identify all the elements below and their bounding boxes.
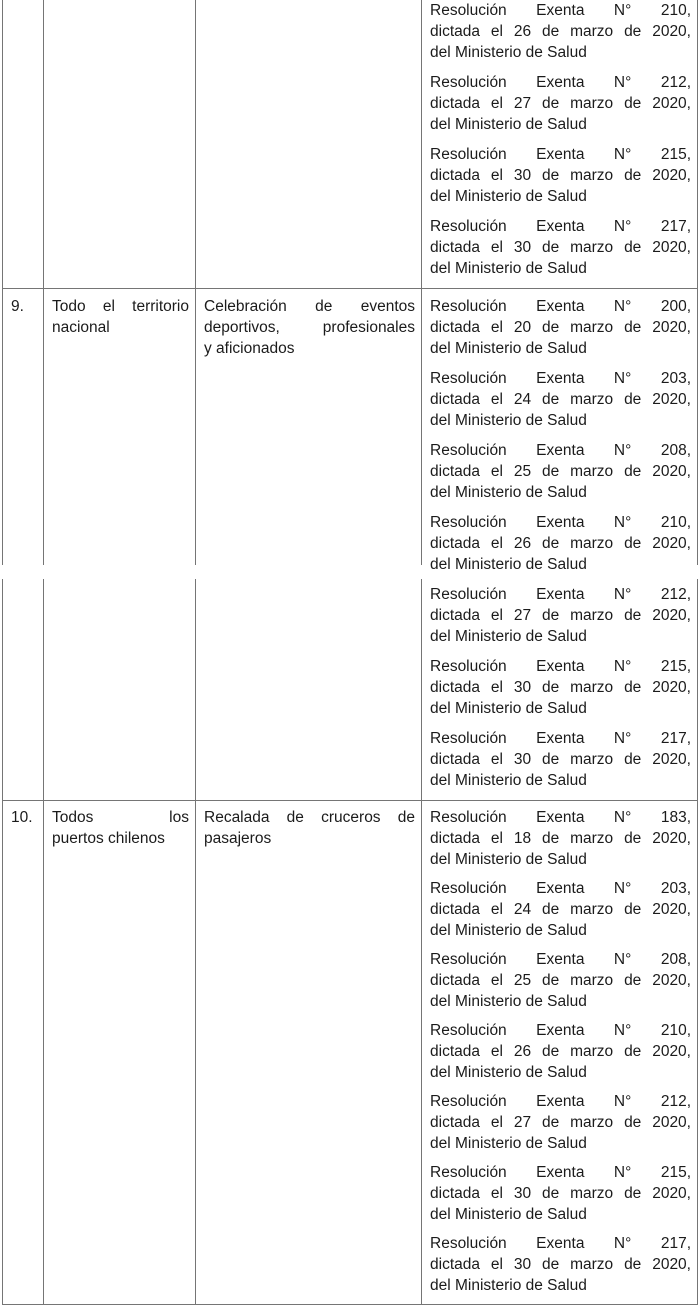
resolution-paragraph <box>430 878 691 941</box>
resolution-line: dictada el 30 de marzo de 2020, <box>430 1256 691 1273</box>
territorio-line: nacional <box>52 319 110 336</box>
table-row <box>3 801 698 1305</box>
resolution-paragraph <box>430 1233 691 1296</box>
cell-medida <box>196 289 422 801</box>
resolution-line: dictada el 30 de marzo de 2020, <box>430 239 691 256</box>
resolution-paragraph <box>430 368 691 431</box>
resolution-paragraph <box>430 1162 691 1225</box>
resolution-paragraph <box>430 656 691 719</box>
cell-numero <box>3 801 44 1305</box>
resolution-line: Resolución Exenta N° 203, <box>430 880 691 897</box>
resolution-line: Resolución Exenta N° 210, <box>430 2 691 19</box>
resolution-line: Resolución Exenta N° 208, <box>430 442 691 459</box>
medida-line: pasajeros <box>204 830 272 847</box>
resolution-line: dictada el 27 de marzo de 2020, <box>430 95 691 112</box>
resolution-line: Resolución Exenta N° 217, <box>430 218 691 235</box>
medida-line: Celebración de eventos <box>204 298 415 315</box>
page-break-gap <box>0 565 6 579</box>
cell-resoluciones <box>422 289 698 801</box>
resolution-line: Resolución Exenta N° 215, <box>430 1164 691 1181</box>
resolution-paragraph <box>430 72 691 135</box>
resolution-paragraph <box>430 1091 691 1154</box>
row-number: 9. <box>11 298 24 315</box>
resolution-line: Resolución Exenta N° 210, <box>430 514 691 531</box>
medida-line: Recalada de cruceros de <box>204 809 415 826</box>
territorio-line: Todo el territorio <box>52 298 189 315</box>
resolution-line: dictada el 24 de marzo de 2020, <box>430 391 691 408</box>
resolution-line: dictada el 20 de marzo de 2020, <box>430 319 691 336</box>
resolution-line: dictada el 27 de marzo de 2020, <box>430 1114 691 1131</box>
resolution-line: dictada el 30 de marzo de 2020, <box>430 751 691 768</box>
resolution-line: Resolución Exenta N° 212, <box>430 586 691 603</box>
resolution-line: dictada el 26 de marzo de 2020, <box>430 23 691 40</box>
resolution-line: Resolución Exenta N° 183, <box>430 809 691 826</box>
cell-medida <box>196 0 422 289</box>
resolution-line: Resolución Exenta N° 203, <box>430 370 691 387</box>
cell-medida <box>196 801 422 1305</box>
resolution-line: Resolución Exenta N° 215, <box>430 658 691 675</box>
resolution-paragraph <box>430 1020 691 1083</box>
page-break-gap <box>418 565 425 579</box>
medida-line: y aficionados <box>204 340 295 357</box>
resolution-line: del Ministerio de Salud <box>430 556 587 573</box>
resolution-line: dictada el 30 de marzo de 2020, <box>430 679 691 696</box>
resolution-line: dictada el 25 de marzo de 2020, <box>430 972 691 989</box>
cell-resoluciones <box>422 801 698 1305</box>
resolution-line: del Ministerio de Salud <box>430 1064 587 1081</box>
resolution-line: del Ministerio de Salud <box>430 1277 587 1294</box>
resolution-line: Resolución Exenta N° 217, <box>430 730 691 747</box>
resolution-paragraph <box>430 296 691 359</box>
resolution-line: del Ministerio de Salud <box>430 412 587 429</box>
territorio-line: puertos chilenos <box>52 830 165 847</box>
resolution-paragraph <box>430 584 691 647</box>
resolution-line: del Ministerio de Salud <box>430 188 587 205</box>
resolution-line: Resolución Exenta N° 208, <box>430 951 691 968</box>
resolution-paragraph <box>430 216 691 279</box>
resolution-line: dictada el 24 de marzo de 2020, <box>430 901 691 918</box>
resolution-line: Resolución Exenta N° 215, <box>430 146 691 163</box>
resolution-paragraph <box>430 0 691 63</box>
table-body <box>3 0 698 1305</box>
resolution-line: del Ministerio de Salud <box>430 484 587 501</box>
resolution-line: del Ministerio de Salud <box>430 700 587 717</box>
page-break-gap <box>693 565 700 579</box>
resolution-line: dictada el 25 de marzo de 2020, <box>430 463 691 480</box>
page-break-gap <box>192 565 199 579</box>
resolution-line: del Ministerio de Salud <box>430 993 587 1010</box>
resolution-paragraph <box>430 807 691 870</box>
resolution-line: Resolución Exenta N° 217, <box>430 1235 691 1252</box>
resolution-paragraph <box>430 144 691 207</box>
resolution-line: del Ministerio de Salud <box>430 1135 587 1152</box>
cell-numero <box>3 0 44 289</box>
resolution-paragraph <box>430 512 691 575</box>
resolution-line: dictada el 26 de marzo de 2020, <box>430 1043 691 1060</box>
page-break-gap <box>40 565 47 579</box>
resolution-line: del Ministerio de Salud <box>430 1206 587 1223</box>
table-row <box>3 289 698 801</box>
resolution-line: Resolución Exenta N° 212, <box>430 1093 691 1110</box>
resolution-line: dictada el 18 de marzo de 2020, <box>430 830 691 847</box>
cell-territorio <box>44 0 196 289</box>
resolutions-table <box>2 0 698 1305</box>
resolution-line: del Ministerio de Salud <box>430 116 587 133</box>
resolution-line: Resolución Exenta N° 200, <box>430 298 691 315</box>
resolution-line: dictada el 27 de marzo de 2020, <box>430 607 691 624</box>
resolution-line: Resolución Exenta N° 212, <box>430 74 691 91</box>
row-number: 10. <box>11 809 33 826</box>
resolution-line: Resolución Exenta N° 210, <box>430 1022 691 1039</box>
resolution-line: del Ministerio de Salud <box>430 340 587 357</box>
resolution-line: del Ministerio de Salud <box>430 628 587 645</box>
medida-line: deportivos, profesionales <box>204 319 415 336</box>
resolution-line: del Ministerio de Salud <box>430 260 587 277</box>
cell-territorio <box>44 289 196 801</box>
cell-resoluciones <box>422 0 698 289</box>
resolution-line: dictada el 26 de marzo de 2020, <box>430 535 691 552</box>
resolution-line: del Ministerio de Salud <box>430 772 587 789</box>
cell-territorio <box>44 801 196 1305</box>
resolution-paragraph <box>430 949 691 1012</box>
resolution-line: del Ministerio de Salud <box>430 922 587 939</box>
cell-numero <box>3 289 44 801</box>
resolution-line: dictada el 30 de marzo de 2020, <box>430 167 691 184</box>
resolution-line: del Ministerio de Salud <box>430 851 587 868</box>
table-row <box>3 0 698 289</box>
resolution-paragraph <box>430 728 691 791</box>
territorio-line: Todos los <box>52 809 189 826</box>
resolution-paragraph <box>430 440 691 503</box>
resolution-line: del Ministerio de Salud <box>430 44 587 61</box>
resolution-line: dictada el 30 de marzo de 2020, <box>430 1185 691 1202</box>
